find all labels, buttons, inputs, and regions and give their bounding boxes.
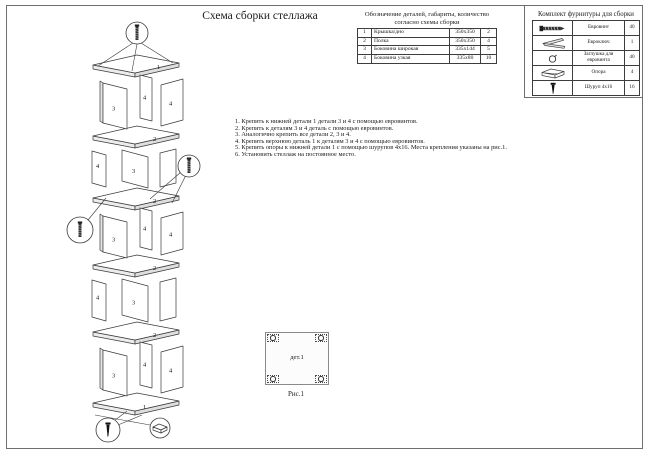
hardware-cell-qty: 40: [625, 51, 640, 66]
wood-screw-icon: [534, 82, 571, 95]
parts-table-title-line1: Обозначение деталей, габариты, количество: [364, 11, 490, 18]
hardware-table: [532, 20, 640, 96]
instruction-line: 4. Крепить верхнюю деталь 1 к деталям 3 и 4 с помощью евровинтов.: [235, 137, 425, 145]
detail-figure-label: дет.1: [290, 354, 304, 361]
foot-mount-marker: [267, 375, 279, 383]
parts-table-row: [358, 37, 497, 46]
hardware-table-row: [533, 81, 640, 96]
parts-cell-size: 350x350: [450, 29, 481, 38]
parts-cell-name: Боковина широкая: [372, 46, 450, 55]
parts-table-title: [352, 11, 502, 26]
diagram-part-label: 4: [96, 294, 100, 302]
hardware-table-section: [527, 11, 645, 96]
parts-table: [357, 28, 497, 63]
hardware-cell-icon: [533, 21, 573, 36]
hardware-table-row: [533, 66, 640, 81]
parts-table-body: [358, 29, 497, 63]
parts-cell-name: Крышка/дно: [372, 29, 450, 38]
diagram-part-label: 4: [143, 94, 147, 102]
diagram-part-label: 3: [112, 236, 116, 244]
instruction-line: 3. Аналогично крепить все детали 2, 3 и 4.: [235, 131, 351, 139]
instruction-line: 6. Установить стеллаж на постоянное место.: [235, 150, 356, 158]
hardware-table-body: [533, 21, 640, 96]
parts-cell-name: Полка: [372, 37, 450, 46]
parts-cell-size: 350x350: [450, 37, 481, 46]
diagram-part-label: 3: [112, 372, 116, 380]
diagram-part-label: 1: [143, 404, 147, 411]
instruction-line: 5. Крепить опоры к нижней детали 1 с помощью шурупов 4x16. Места крепления указаны на рис.1.: [235, 144, 507, 152]
hardware-table-row: [533, 51, 640, 66]
diagram-part-label: 3: [112, 105, 116, 113]
hex-key-icon: [534, 37, 571, 50]
hardware-cell-qty: 16: [625, 81, 640, 96]
hardware-cell-name: Опора: [573, 66, 625, 81]
hardware-cell-name: Шуруп 4x16: [573, 81, 625, 96]
hardware-table-row: [533, 36, 640, 51]
parts-cell-size: 335x80: [450, 54, 481, 63]
parts-table-row: [358, 29, 497, 38]
parts-table-section: [352, 11, 502, 64]
diagram-part-label: 4: [143, 361, 147, 369]
parts-cell-num: 3: [358, 46, 372, 55]
parts-table-row: [358, 54, 497, 63]
parts-table-title-line2: согласно схемы сборки: [394, 18, 460, 26]
instruction-line: 2. Крепить к деталям 3 и 4 деталь с помощью евровинтов.: [235, 124, 394, 132]
diagram-part-label: 4: [169, 231, 173, 239]
hardware-cell-icon: [533, 36, 573, 51]
euro-screw-icon: [534, 22, 571, 35]
hardware-table-row: [533, 21, 640, 36]
diagram-part-label: 3: [132, 299, 136, 307]
hardware-cell-name: Евроключ: [573, 36, 625, 51]
parts-cell-size: 335x144: [450, 46, 481, 55]
hardware-cell-qty: 40: [625, 21, 640, 36]
parts-cell-num: 4: [358, 54, 372, 63]
diagram-part-label: 1: [157, 64, 161, 71]
foot-icon: [534, 67, 571, 80]
hardware-cell-name: Заглушка для евровинта: [573, 51, 625, 66]
assembly-instructions: [235, 119, 643, 159]
hardware-cell-icon: [533, 81, 573, 96]
foot-mount-marker: [315, 334, 327, 342]
foot-mount-marker: [267, 334, 279, 342]
diagram-part-label: 2: [153, 136, 157, 143]
foot-mount-marker: [315, 375, 327, 383]
parts-cell-qty: 10: [481, 54, 497, 63]
hardware-cell-qty: 1: [625, 36, 640, 51]
detail-figure: [265, 332, 329, 385]
diagram-part-label: 4: [143, 225, 147, 233]
parts-cell-name: Боковина узкая: [372, 54, 450, 63]
parts-cell-qty: 2: [481, 29, 497, 38]
diagram-part-label: 4: [96, 163, 100, 170]
diagram-part-label: 4: [169, 100, 173, 108]
instruction-line: 1. Крепить к нижней детали 1 детали 3 и 4 с помощью евровинтов.: [235, 118, 418, 125]
detail-figure-caption: Рис.1: [288, 390, 304, 398]
hardware-table-title: Комплект фурнитуры для сборки: [538, 11, 634, 18]
diagram-part-label: 4: [169, 367, 173, 375]
parts-cell-num: 2: [358, 37, 372, 46]
hardware-cell-icon: [533, 51, 573, 66]
parts-cell-qty: 4: [481, 37, 497, 46]
diagram-part-label: 2: [153, 198, 157, 205]
parts-cell-num: 1: [358, 29, 372, 38]
page-title: Схема сборки стеллажа: [202, 10, 318, 22]
hardware-cell-name: Евровинт: [573, 21, 625, 36]
hardware-cell-icon: [533, 66, 573, 81]
diagram-part-label: 2: [153, 332, 157, 339]
parts-table-row: [358, 46, 497, 55]
diagram-part-label: 3: [132, 168, 136, 175]
plug-icon: [534, 52, 571, 65]
parts-cell-qty: 5: [481, 46, 497, 55]
hardware-cell-qty: 4: [625, 66, 640, 81]
diagram-part-label: 2: [153, 265, 157, 272]
